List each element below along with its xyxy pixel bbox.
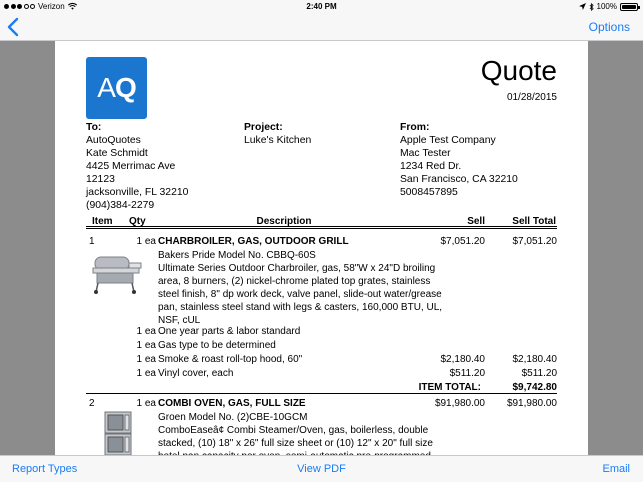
from-address-block xyxy=(400,121,518,199)
item-sell: $91,980.00 xyxy=(434,398,485,409)
logo-letter-a: A xyxy=(97,72,115,103)
status-bar xyxy=(0,0,643,14)
to-line: Kate Schmidt xyxy=(86,148,148,159)
back-button[interactable] xyxy=(7,17,23,37)
option-qty: 1 ea xyxy=(136,354,156,365)
header-qty: Qty xyxy=(129,216,146,227)
to-address-block xyxy=(86,121,188,212)
item-sell: $7,051.20 xyxy=(440,236,485,247)
header-description: Description xyxy=(256,216,312,227)
location-arrow-icon xyxy=(579,3,586,10)
battery-icon xyxy=(620,3,638,11)
option-total: $2,180.40 xyxy=(512,354,557,365)
from-line: 5008457895 xyxy=(400,187,458,198)
to-line: AutoQuotes xyxy=(86,135,141,146)
status-right xyxy=(579,2,638,11)
navigation-bar xyxy=(0,14,643,41)
to-line: 12123 xyxy=(86,174,115,185)
option-sell: $2,180.40 xyxy=(440,354,485,365)
battery-percent: 100% xyxy=(596,2,617,11)
chevron-left-icon xyxy=(7,17,19,37)
item-divider xyxy=(86,393,557,394)
item-number: 2 xyxy=(89,398,95,409)
line-items-header xyxy=(86,215,557,229)
project-heading: Project: xyxy=(244,122,283,133)
item-model: Bakers Pride Model No. CBBQ-60S xyxy=(158,250,316,261)
to-line: 4425 Merrimac Ave xyxy=(86,161,176,172)
view-pdf-button[interactable]: View PDF xyxy=(297,463,346,475)
bluetooth-icon xyxy=(589,3,594,11)
from-line: 1234 Red Dr. xyxy=(400,161,462,172)
grill-product-image xyxy=(89,253,147,295)
option-text: One year parts & labor standard xyxy=(158,326,301,337)
project-block xyxy=(244,121,311,147)
to-heading: To: xyxy=(86,122,102,133)
header-sell-total: Sell Total xyxy=(512,216,556,227)
item-name: COMBI OVEN, GAS, FULL SIZE xyxy=(158,398,306,409)
email-button[interactable]: Email xyxy=(602,463,630,475)
option-sell: $511.20 xyxy=(449,368,485,379)
from-line: San Francisco, CA 32210 xyxy=(400,174,518,185)
item-total: $91,980.00 xyxy=(506,398,557,409)
option-qty: 1 ea xyxy=(136,368,156,379)
item-qty: 1 ea xyxy=(136,236,156,247)
item-model: Groen Model No. (2)CBE-10GCM xyxy=(158,412,308,423)
item-description: ComboEaseâ¢ Combi Steamer/Oven, gas, boilerless, double stacked, (10) 18" x 26" full size sheet or (10) 12" x 20" full size xyxy=(158,425,433,449)
combi-oven-product-image xyxy=(103,411,133,457)
item-total-label: ITEM TOTAL: xyxy=(418,382,481,393)
item-total: $7,051.20 xyxy=(512,236,557,247)
item-total-value: $9,742.80 xyxy=(512,382,557,393)
header-item: Item xyxy=(92,216,113,227)
document-title: Quote xyxy=(480,55,557,86)
header-sell: Sell xyxy=(467,216,485,227)
option-text: Smoke & roast roll-top hood, 60" xyxy=(158,354,303,365)
option-qty: 1 ea xyxy=(136,326,156,337)
quote-page xyxy=(55,41,588,455)
item-number: 1 xyxy=(89,236,95,247)
option-total: $511.20 xyxy=(521,368,557,379)
project-name: Luke's Kitchen xyxy=(244,135,312,146)
status-time: 2:40 PM xyxy=(306,2,337,11)
option-qty: 1 ea xyxy=(136,340,156,351)
from-line: Apple Test Company xyxy=(400,135,496,146)
to-line: (904)384-2279 xyxy=(86,200,155,211)
item-description: Ultimate Series Outdoor Charbroiler, gas, 58"W x 24"D broiling area, 8 burners, (2) nickel-chrome plated top grates, stainless steel finish, 8" dp work deck, valve panel, slide-out water/grease pan, stainless steel stand with legs & casters, 160,000 BTU, UL, NSF, cUL xyxy=(158,263,443,326)
option-text: Vinyl cover, each xyxy=(158,368,234,379)
item-name: CHARBROILER, GAS, OUTDOOR GRILL xyxy=(158,236,349,247)
options-button[interactable]: Options xyxy=(588,20,630,34)
to-line: jacksonville, FL 32210 xyxy=(86,187,189,198)
company-logo xyxy=(86,57,147,119)
bottom-toolbar xyxy=(0,455,643,482)
item-qty: 1 ea xyxy=(136,398,156,409)
report-types-button[interactable]: Report Types xyxy=(12,463,78,475)
from-heading: From: xyxy=(400,122,430,133)
carrier-label: Verizon xyxy=(38,2,65,11)
document-date: 01/28/2015 xyxy=(506,92,557,103)
document-viewer[interactable] xyxy=(0,41,643,455)
option-text: Gas type to be determined xyxy=(158,340,276,351)
logo-letter-q: Q xyxy=(114,72,136,103)
from-line: Mac Tester xyxy=(400,148,451,159)
